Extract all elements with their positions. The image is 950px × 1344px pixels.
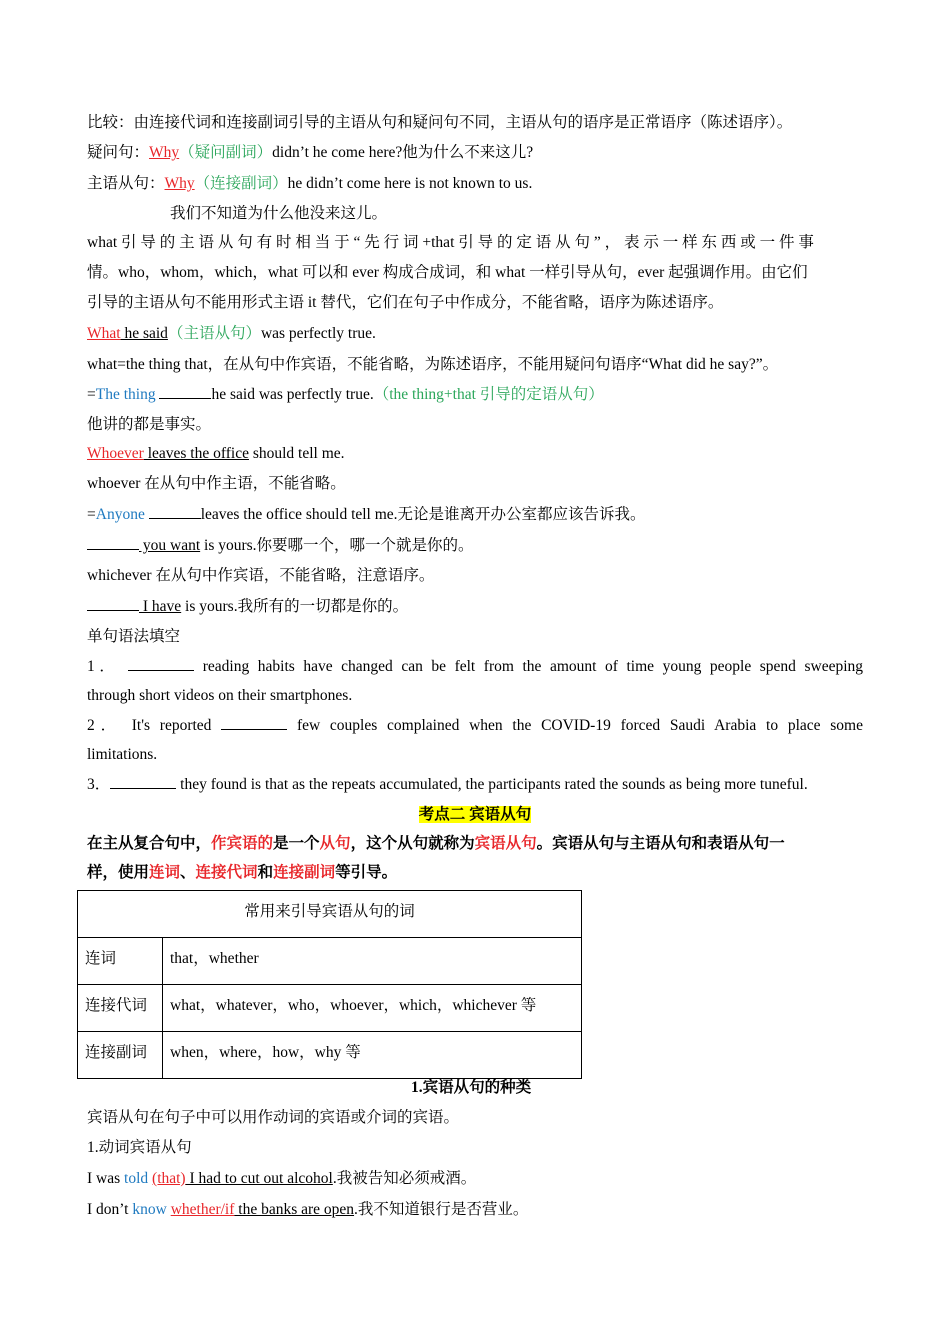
exercise-question-1-cont: through short videos on their smartphones. <box>87 687 353 704</box>
example-know: I don’t know whether/if the banks are open.我不知道银行是否营业。 <box>87 1201 529 1218</box>
answer-blank <box>149 504 201 519</box>
table-row <box>78 985 582 1032</box>
table-row-words: when，where，how，why 等 <box>163 1032 582 1079</box>
answer-blank[interactable] <box>128 656 194 671</box>
object-clause-intro-2: 样，使用连词、连接代词和连接副词等引导。 <box>87 864 398 881</box>
table-row-words: that，whether <box>163 938 582 985</box>
answer-blank[interactable] <box>221 715 287 730</box>
example-the-thing: =The thing he said was perfectly true.（the thing+that 引导的定语从句） <box>87 386 604 403</box>
question-example: 疑问句：Why（疑问副词）didn’t he come here?他为什么不来这儿? <box>87 144 534 161</box>
verb-object-title: 1.动词宾语从句 <box>87 1139 192 1156</box>
exercise-question-2-cont: limitations. <box>87 746 158 763</box>
answer-blank <box>87 596 139 611</box>
exercise-question-2: 2． It's reported few couples complained when the COVID-19 forced Saudi Arabia to place some <box>87 717 863 734</box>
whichever-explanation: whichever 在从句中作宾语，不能省略，注意语序。 <box>87 567 435 584</box>
object-clause-intro-1: 在主从复合句中，作宾语的是一个从句，这个从句就称为宾语从句。宾语从句与主语从句和表语从句一 <box>87 835 785 852</box>
compare-line: 比较：由连接代词和连接副词引导的主语从句和疑问句不同，主语从句的语序是正常语序（陈述语序）。 <box>87 114 793 131</box>
answer-blank[interactable] <box>110 774 176 789</box>
the-thing-translation: 他讲的都是事实。 <box>87 416 212 433</box>
exercise-question-3: 3． they found is that as the repeats accumulated, the participants rated the sounds as being more tuneful. <box>87 776 808 793</box>
exercise-title: 单句语法填空 <box>87 628 181 645</box>
kinds-title: 1.宾语从句的种类 <box>411 1079 532 1096</box>
table-row-label: 连接代词 <box>78 985 163 1032</box>
table-row-words: what，whatever，who，whoever，which，whichever 等 <box>163 985 582 1032</box>
what-thing-explanation: what=the thing that，在从句中作宾语，不能省略，为陈述语序，不能用疑问句语序“What did he say?”。 <box>87 356 779 373</box>
table-header-row <box>78 891 582 938</box>
table-row-label: 连词 <box>78 938 163 985</box>
connective-words-table <box>77 890 582 1079</box>
kinds-description: 宾语从句在句子中可以用作动词的宾语或介词的宾语。 <box>87 1109 460 1126</box>
answer-blank <box>159 384 211 399</box>
example-you-want: you want is yours.你要哪一个，哪一个就是你的。 <box>87 535 474 557</box>
section-title: 考点二 宾语从句 <box>418 806 532 823</box>
example-i-have: I have is yours.我所有的一切都是你的。 <box>87 596 408 618</box>
answer-blank <box>87 535 139 550</box>
what-explanation-2: 情。who，whom，which，what 可以和 ever 构成合成词，和 what 一样引导从句，ever 起强调作用。由它们 <box>87 264 808 281</box>
exercise-question-1: 1． reading habits have changed can be felt from the amount of time young people spend sweeping <box>87 658 864 675</box>
table-row <box>78 1032 582 1079</box>
example-told: I was told (that) I had to cut out alcohol.我被告知必须戒酒。 <box>87 1170 477 1187</box>
table-header: 常用来引导宾语从句的词 <box>78 891 582 938</box>
subject-clause-example: 主语从句：Why（连接副词）he didn’t come here is not known to us. <box>87 175 533 192</box>
example-anyone: =Anyone leaves the office should tell me.无论是谁离开办公室都应该告诉我。 <box>87 506 646 523</box>
whoever-explanation: whoever 在从句中作主语，不能省略。 <box>87 475 346 492</box>
example-whoever: Whoever leaves the office should tell me. <box>87 445 345 462</box>
subject-clause-translation: 我们不知道为什么他没来这儿。 <box>170 205 388 222</box>
table-row-label: 连接副词 <box>78 1032 163 1079</box>
what-explanation-3: 引导的主语从句不能用形式主语 it 替代，它们在句子中作成分，不能省略，语序为陈述语序。 <box>87 294 724 311</box>
table-row <box>78 938 582 985</box>
what-explanation-1: what 引 导 的 主 语 从 句 有 时 相 当 于 “ 先 行 词 +that 引 导 的 定 语 从 句 ” ， 表 示 一 样 东 西 或 一 件 事 <box>87 234 814 251</box>
example-what-he-said: What he said（主语从句）was perfectly true. <box>87 325 376 342</box>
